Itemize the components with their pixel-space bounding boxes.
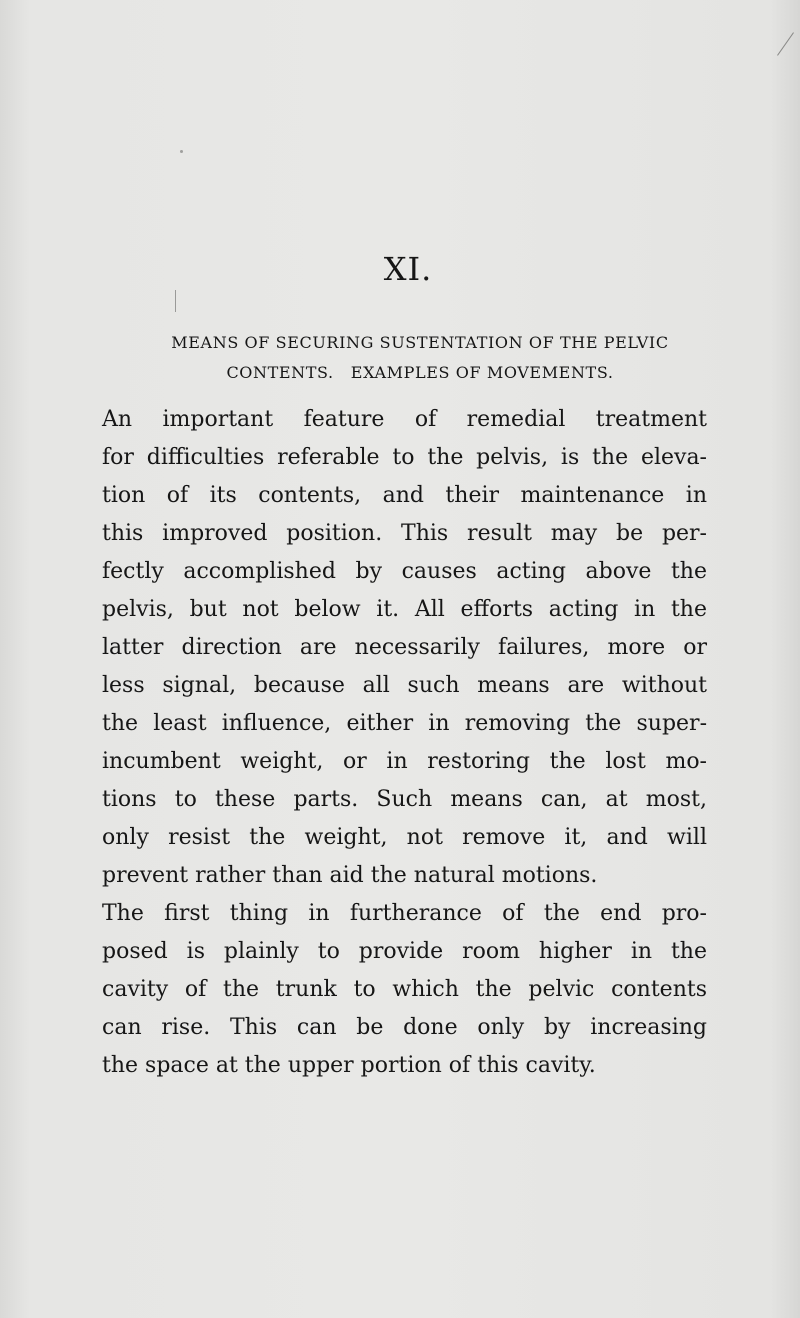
text-line: the space at the upper portion of this cavity. [102, 1053, 596, 1078]
chapter-title [140, 328, 700, 388]
text-line: prevent rather than aid the natural motions. [102, 863, 598, 888]
text-line: only resist the weight, not remove it, and will [102, 825, 707, 850]
text-line: for difficulties referable to the pelvis, is the eleva- [102, 445, 707, 470]
chapter-title-line: MEANS OF SECURING SUSTENTATION OF THE PELVIC [171, 333, 669, 352]
chapter-number: XI. [383, 250, 433, 288]
text-line: fectly accomplished by causes acting above the [102, 559, 707, 584]
scan-mark [777, 32, 794, 56]
body-text [102, 401, 707, 1085]
scan-speck [180, 150, 183, 153]
text-line: this improved position. This result may be per- [102, 521, 707, 546]
chapter-title-line: CONTENTS. EXAMPLES OF MOVEMENTS. [226, 363, 614, 382]
scan-mark [175, 290, 176, 312]
text-line: latter direction are necessarily failures, more or [102, 635, 707, 660]
text-line: can rise. This can be done only by increasing [102, 1015, 707, 1040]
text-line: The first thing in furtherance of the end pro- [102, 901, 707, 926]
text-line: tions to these parts. Such means can, at most, [102, 787, 707, 812]
text-line: incumbent weight, or in restoring the lost mo- [102, 749, 707, 774]
text-line: pelvis, but not below it. All efforts acting in the [102, 597, 707, 622]
text-line: cavity of the trunk to which the pelvic contents [102, 977, 707, 1002]
text-line: An important feature of remedial treatment [102, 407, 707, 432]
text-line: the least influence, either in removing the super- [102, 711, 707, 736]
text-line: tion of its contents, and their maintenance in [102, 483, 707, 508]
text-line: less signal, because all such means are without [102, 673, 707, 698]
text-line: posed is plainly to provide room higher in the [102, 939, 707, 964]
